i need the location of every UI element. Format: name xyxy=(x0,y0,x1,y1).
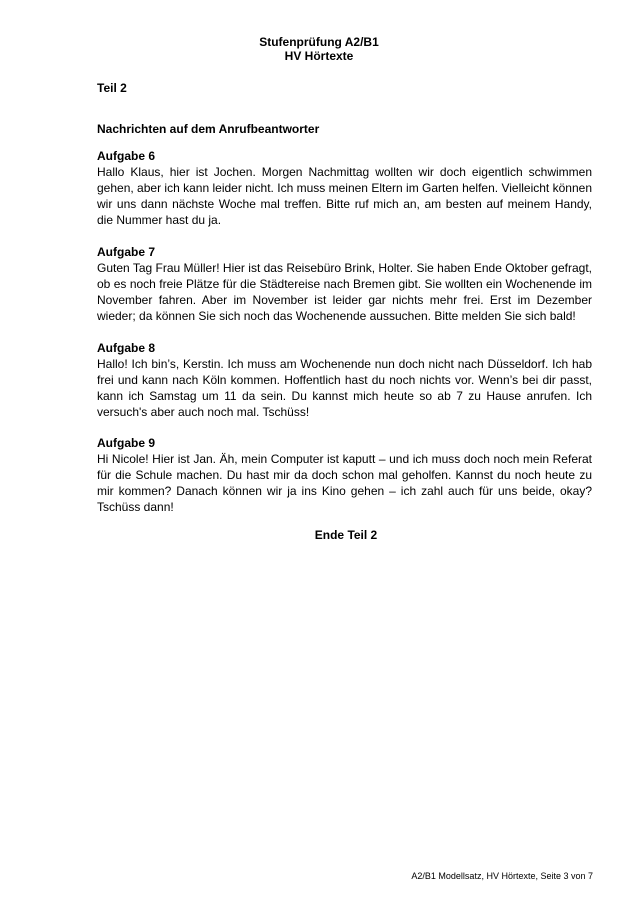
document-subtitle: HV Hörtexte xyxy=(284,49,354,63)
task-block-9 xyxy=(97,435,592,515)
end-of-section-label: Ende Teil 2 xyxy=(314,528,378,542)
task-block-8 xyxy=(97,340,592,420)
section-label: Teil 2 xyxy=(97,81,127,95)
section-subheading: Nachrichten auf dem Anrufbeantworter xyxy=(97,122,320,136)
task-block-6 xyxy=(97,148,592,228)
task-block-7 xyxy=(97,244,592,324)
task-text: Guten Tag Frau Müller! Hier ist das Reisebüro Brink, Holter. Sie haben Ende Oktober gefragt, ob es noch freie Plätze für die Städtereise nach Bremen gibt. Sie wollten ein Wochenende im November fahren. Aber im November ist leider gar nichts mehr frei. Erst im Dezember wieder; da können Sie sich noch das Wochenende aussuchen. Bitte melden Sie sich bald! xyxy=(97,261,592,323)
task-title: Aufgabe 8 xyxy=(97,341,156,355)
task-title: Aufgabe 9 xyxy=(97,436,156,450)
task-title: Aufgabe 7 xyxy=(97,245,156,259)
task-text: Hi Nicole! Hier ist Jan. Äh, mein Computer ist kaputt – und ich muss doch noch mein Referat für die Schule machen. Du hast mir da doch schon mal geholfen. Kannst du noch heute zu mir kommen? Danach können wir ja ins Kino gehen – ich zahl auch für uns beide, okay? Tschüss dann! xyxy=(97,452,592,514)
document-title: Stufenprüfung A2/B1 xyxy=(259,35,379,49)
document-header xyxy=(0,35,638,63)
task-text: Hallo! Ich bin’s, Kerstin. Ich muss am Wochenende nun doch nicht nach Düsseldorf. Ich hab frei und kann nach Köln kommen. Hoffentlich hast du noch nichts vor. Wenn’s bei dir passt, kann ich Samstag um 11 da sein. Du kannst mich heute so ab 7 zu Hause anrufen. Ich versuch's aber auch noch mal. Tschüss! xyxy=(97,357,592,419)
page-footer: A2/B1 Modellsatz, HV Hörtexte, Seite 3 von 7 xyxy=(411,871,593,881)
task-text: Hallo Klaus, hier ist Jochen. Morgen Nachmittag wollten wir doch eigentlich schwimmen gehen, aber ich kann leider nicht. Ich muss meinen Eltern im Garten helfen. Vielleicht können wir uns dann nächste Woche mal treffen. Bitte ruf mich an, am besten auf meinem Handy, die Nummer hast du ja. xyxy=(97,165,592,227)
task-title: Aufgabe 6 xyxy=(97,149,156,163)
